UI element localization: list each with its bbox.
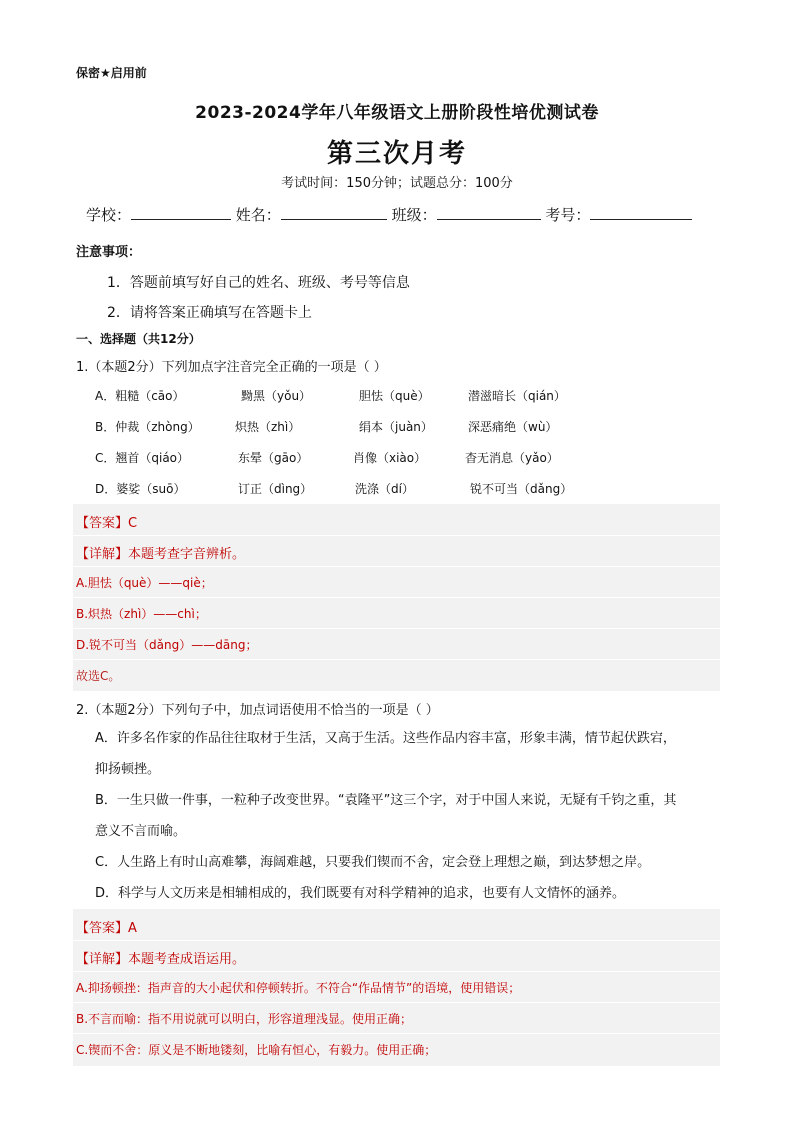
exam-title: 2023-2024学年八年级语文上册阶段性培优测试卷 xyxy=(195,103,599,123)
notice-item: 2．请将答案正确填写在答题卡上 xyxy=(107,305,312,321)
confidential-mark: 保密★启用前 xyxy=(76,66,147,80)
number-field[interactable] xyxy=(545,204,692,225)
divider xyxy=(73,940,720,941)
q1-option-a-4: 潜滋暗长（qián） xyxy=(468,389,566,403)
q1-option-a-3: 胆怯（què） xyxy=(359,389,430,403)
school-label: 学校： xyxy=(86,206,132,224)
q1-answer: 【答案】C xyxy=(76,516,138,531)
divider xyxy=(73,1033,720,1034)
q1-option-d-3: 洗涤（dí） xyxy=(355,482,414,496)
q1-option-b-3: 绢本（juàn） xyxy=(359,420,433,434)
q2-option-b-cont: 意义不言而喻。 xyxy=(95,824,187,839)
q2-explain-line: C.锲而不舍：原义是不断地镂刻，比喻有恒心，有毅力。使用正确； xyxy=(76,1043,437,1057)
q2-explain-line: A.抑扬顿挫：指声音的大小起伏和停顿转折。不符合“作品情节”的语境，使用错误； xyxy=(76,981,521,995)
q1-option-d-2: 订正（dìng） xyxy=(238,482,313,496)
q1-option-b-1: B．仲裁（zhòng） xyxy=(95,420,200,434)
q1-explain-line: A.胆怯（què）——qiè； xyxy=(76,576,213,590)
student-info-fields xyxy=(86,204,692,225)
q2-option-d: D．科学与人文历来是相辅相成的，我们既要有对科学精神的追求，也要有人文情怀的涵养。 xyxy=(95,886,626,901)
divider xyxy=(73,535,720,536)
q1-option-a-1: A．粗糙（cāo） xyxy=(95,389,185,403)
q1-option-b-4: 深恶痛绝（wù） xyxy=(468,420,558,434)
divider xyxy=(73,566,720,567)
number-blank[interactable] xyxy=(590,205,692,220)
q2-option-a: A．许多名作家的作品往往取材于生活，又高于生活。这些作品内容丰富，形象丰满，情节起伏跌宕， xyxy=(95,731,676,746)
q1-option-a-2: 黝黑（yǒu） xyxy=(241,389,312,403)
question-1-stem: 1.（本题2分）下列加点字注音完全正确的一项是（ ） xyxy=(76,360,387,375)
q2-option-b: B．一生只做一件事，一粒种子改变世界。“袁隆平”这三个字，对于中国人来说，无疑有千钧之重，其 xyxy=(95,793,677,808)
number-label: 考号： xyxy=(545,206,591,224)
q1-detail: 【详解】本题考查字音辨析。 xyxy=(76,547,246,562)
q2-option-a-cont: 抑扬顿挫。 xyxy=(95,762,161,777)
q2-explain-line: B.不言而喻：指不用说就可以明白，形容道理浅显。使用正确； xyxy=(76,1012,413,1026)
class-label: 班级： xyxy=(391,206,437,224)
q1-option-d-4: 锐不可当（dǎng） xyxy=(470,482,573,496)
divider xyxy=(73,659,720,660)
exam-subtitle: 第三次月考 xyxy=(326,139,467,169)
divider xyxy=(73,1002,720,1003)
q1-conclusion: 故选C。 xyxy=(76,669,121,683)
divider xyxy=(73,628,720,629)
q1-explain-line: D.锐不可当（dǎng）——dāng； xyxy=(76,638,258,652)
q2-answer: 【答案】A xyxy=(76,921,137,936)
q1-option-b-2: 炽热（zhì） xyxy=(235,420,301,434)
school-blank[interactable] xyxy=(131,205,231,220)
class-blank[interactable] xyxy=(437,205,541,220)
class-field[interactable] xyxy=(392,204,541,225)
notice-item: 1．答题前填写好自己的姓名、班级、考号等信息 xyxy=(107,275,410,291)
question-2-stem: 2.（本题2分）下列句子中，加点词语使用不恰当的一项是（ ） xyxy=(76,703,439,718)
section-heading: 一、选择题（共12分） xyxy=(76,332,201,346)
exam-info: 考试时间：150分钟；试题总分：100分 xyxy=(281,176,513,191)
q1-option-c-4: 杳无消息（yǎo） xyxy=(465,451,559,465)
q1-option-c-2: 东晕（gāo） xyxy=(238,451,309,465)
notice-heading: 注意事项： xyxy=(76,245,142,260)
q1-option-c-3: 肖像（xiào） xyxy=(353,451,427,465)
q2-option-c: C．人生路上有时山高难攀，海阔难越，只要我们锲而不舍，定会登上理想之巅，到达梦想之岸。 xyxy=(95,855,651,870)
school-field[interactable] xyxy=(86,204,231,225)
q1-explain-line: B.炽热（zhì）——chì； xyxy=(76,607,207,621)
q1-option-c-1: C．翘首（qiáo） xyxy=(95,451,190,465)
name-blank[interactable] xyxy=(281,205,387,220)
divider xyxy=(73,971,720,972)
name-field[interactable] xyxy=(236,204,387,225)
q2-detail: 【详解】本题考查成语运用。 xyxy=(76,952,246,967)
divider xyxy=(73,597,720,598)
name-label: 姓名： xyxy=(235,206,281,224)
q1-option-d-1: D．婆娑（suō） xyxy=(95,482,186,496)
